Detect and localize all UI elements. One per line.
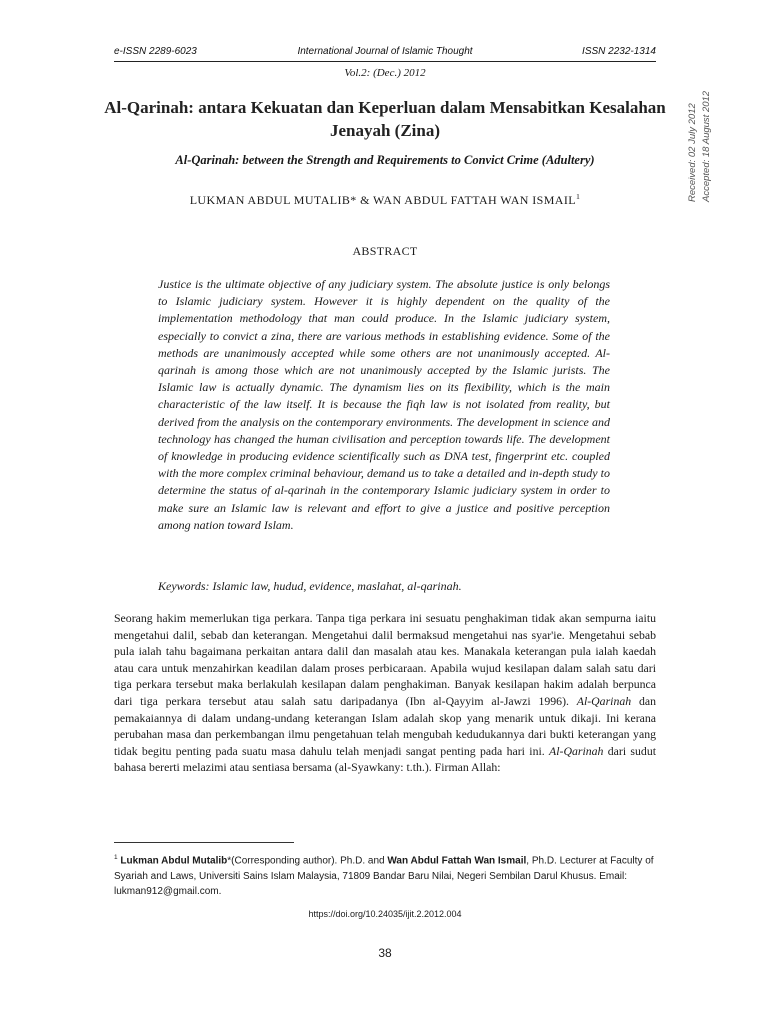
- page-number: 38: [378, 946, 392, 960]
- accepted-date: Accepted: 18 August 2012: [701, 90, 712, 202]
- footnote-corresponding: *(Corresponding author). Ph.D. and: [227, 855, 388, 867]
- doi-link[interactable]: https://doi.org/10.24035/ijit.2.2012.004: [308, 909, 462, 919]
- paper-title: Al-Qarinah: antara Kekuatan dan Keperluan dalam Mensabitkan Kesalahan Jenayah (Zina): [104, 98, 666, 140]
- footnote-marker: 1: [114, 854, 118, 861]
- footnote-author-2: Wan Abdul Fattah Wan Ismail: [387, 855, 527, 867]
- author-line: [100, 192, 670, 208]
- footnote: [114, 850, 656, 900]
- header-divider: [114, 61, 656, 62]
- footnote-author-1: Lukman Abdul Mutalib: [120, 855, 228, 867]
- authors-footnote-marker: 1: [575, 192, 581, 201]
- side-dates: [686, 72, 714, 202]
- abstract-heading: ABSTRACT: [352, 244, 418, 258]
- header-journal-name: International Journal of Islamic Thought: [297, 46, 473, 57]
- footnote-affiliation: , Ph.D. Lecturer at Faculty of Syariah and Laws, Universiti Sains Islam Malaysia, 71809 Bandar Baru Nilai, Negeri Sembilan Darul Khusus. Email: lukman912@gmail.com.: [114, 855, 654, 898]
- body-text-3: dari sudut bahasa bererti melazimi atau sentiasa bersama (al-Syawkany: t.th.). Firman Allah:: [114, 743, 656, 775]
- header-eissn: e-ISSN 2289-6023: [114, 46, 197, 57]
- authors: LUKMAN ABDUL MUTALIB* & WAN ABDUL FATTAH WAN ISMAIL: [189, 193, 576, 207]
- keywords: Keywords: Islamic law, hudud, evidence, maslahat, al-qarinah.: [158, 579, 462, 593]
- header-issn: ISSN 2232-1314: [582, 46, 656, 57]
- body-text-2: dan pemakaiannya di dalam undang-undang keterangan Islam adalah skop yang menarik untuk dikaji. Ini kerana perubahan masa dan perkembangan ilmu pengetahuan telah mengubah kedudukannya dari bukti keterangan yang tidak begitu penting pada suatu masa dahulu telah menjadi sangat penting pada hari ini.: [114, 693, 656, 758]
- body-paragraph: [114, 610, 656, 776]
- body-italic-1: Al-Qarinah: [576, 693, 632, 708]
- header-volume: Vol.2: (Dec.) 2012: [344, 67, 426, 79]
- received-date: Received: 02 July 2012: [687, 103, 698, 202]
- footnote-divider: [114, 842, 294, 843]
- body-text-1: Seorang hakim memerlukan tiga perkara. Tanpa tiga perkara ini sesuatu penghakiman tidak akan sempurna iaitu mengetahui dalil, sebab dan keterangan. Mengetahui dalil bermaksud mengetahui nas syar'ie. Mengetahui sebab pula ialah tahu bagaimana perkaitan antara dalil dan masalah atau kes. Manakala keterangan pula ialah kaedah atau cara untuk menzahirkan keadilan dalam proses perbicaraan. Apabila wujud kesilapan dalam salah satu dari tiga perkara tersebut maka berlakulah kesilapan dalam penghakiman. Banyak kesilapan hakim adalah berpunca dari tiga perkara tersebut atau salah satu daripadanya (Ibn al-Qayyim al-Jawzi 1996).: [114, 611, 656, 708]
- paper-subtitle: Al-Qarinah: between the Strength and Requirements to Convict Crime (Adultery): [175, 153, 595, 167]
- abstract-text: Justice is the ultimate objective of any judiciary system. The absolute justice is only belongs to Islamic judiciary system. However it is highly dependent on the quality of the implementation methodology that man could produce. In the Islamic judiciary system, especially to convict a zina, there are various methods in establishing evidence. Some of the methods are unanimously accepted while some others are not unanimously accepted. Al-qarinah is among those which are not unanimously accepted by the Islamic jurists. The Islamic law is actually dynamic. The dynamism lies on its flexibility, which is the main characteristic of the law itself. It is because the fiqh law is not isolated from reality, but derived from the analysis on the contemporary environments. The development in science and technology has changed the human civilisation and perception towards life. The development of knowledge in producing evidence scientifically such as DNA test, fingerprint etc. coupled with the more complex criminal behaviour, demand us to take a detailed and in-depth study to determine the status of al-qarinah in the contemporary Islamic judiciary system in order to make sure an Islamic law is relevant and effort to give a justice and positive perception among nation toward Islam.: [158, 277, 610, 532]
- body-italic-2: Al-Qarinah: [549, 743, 604, 758]
